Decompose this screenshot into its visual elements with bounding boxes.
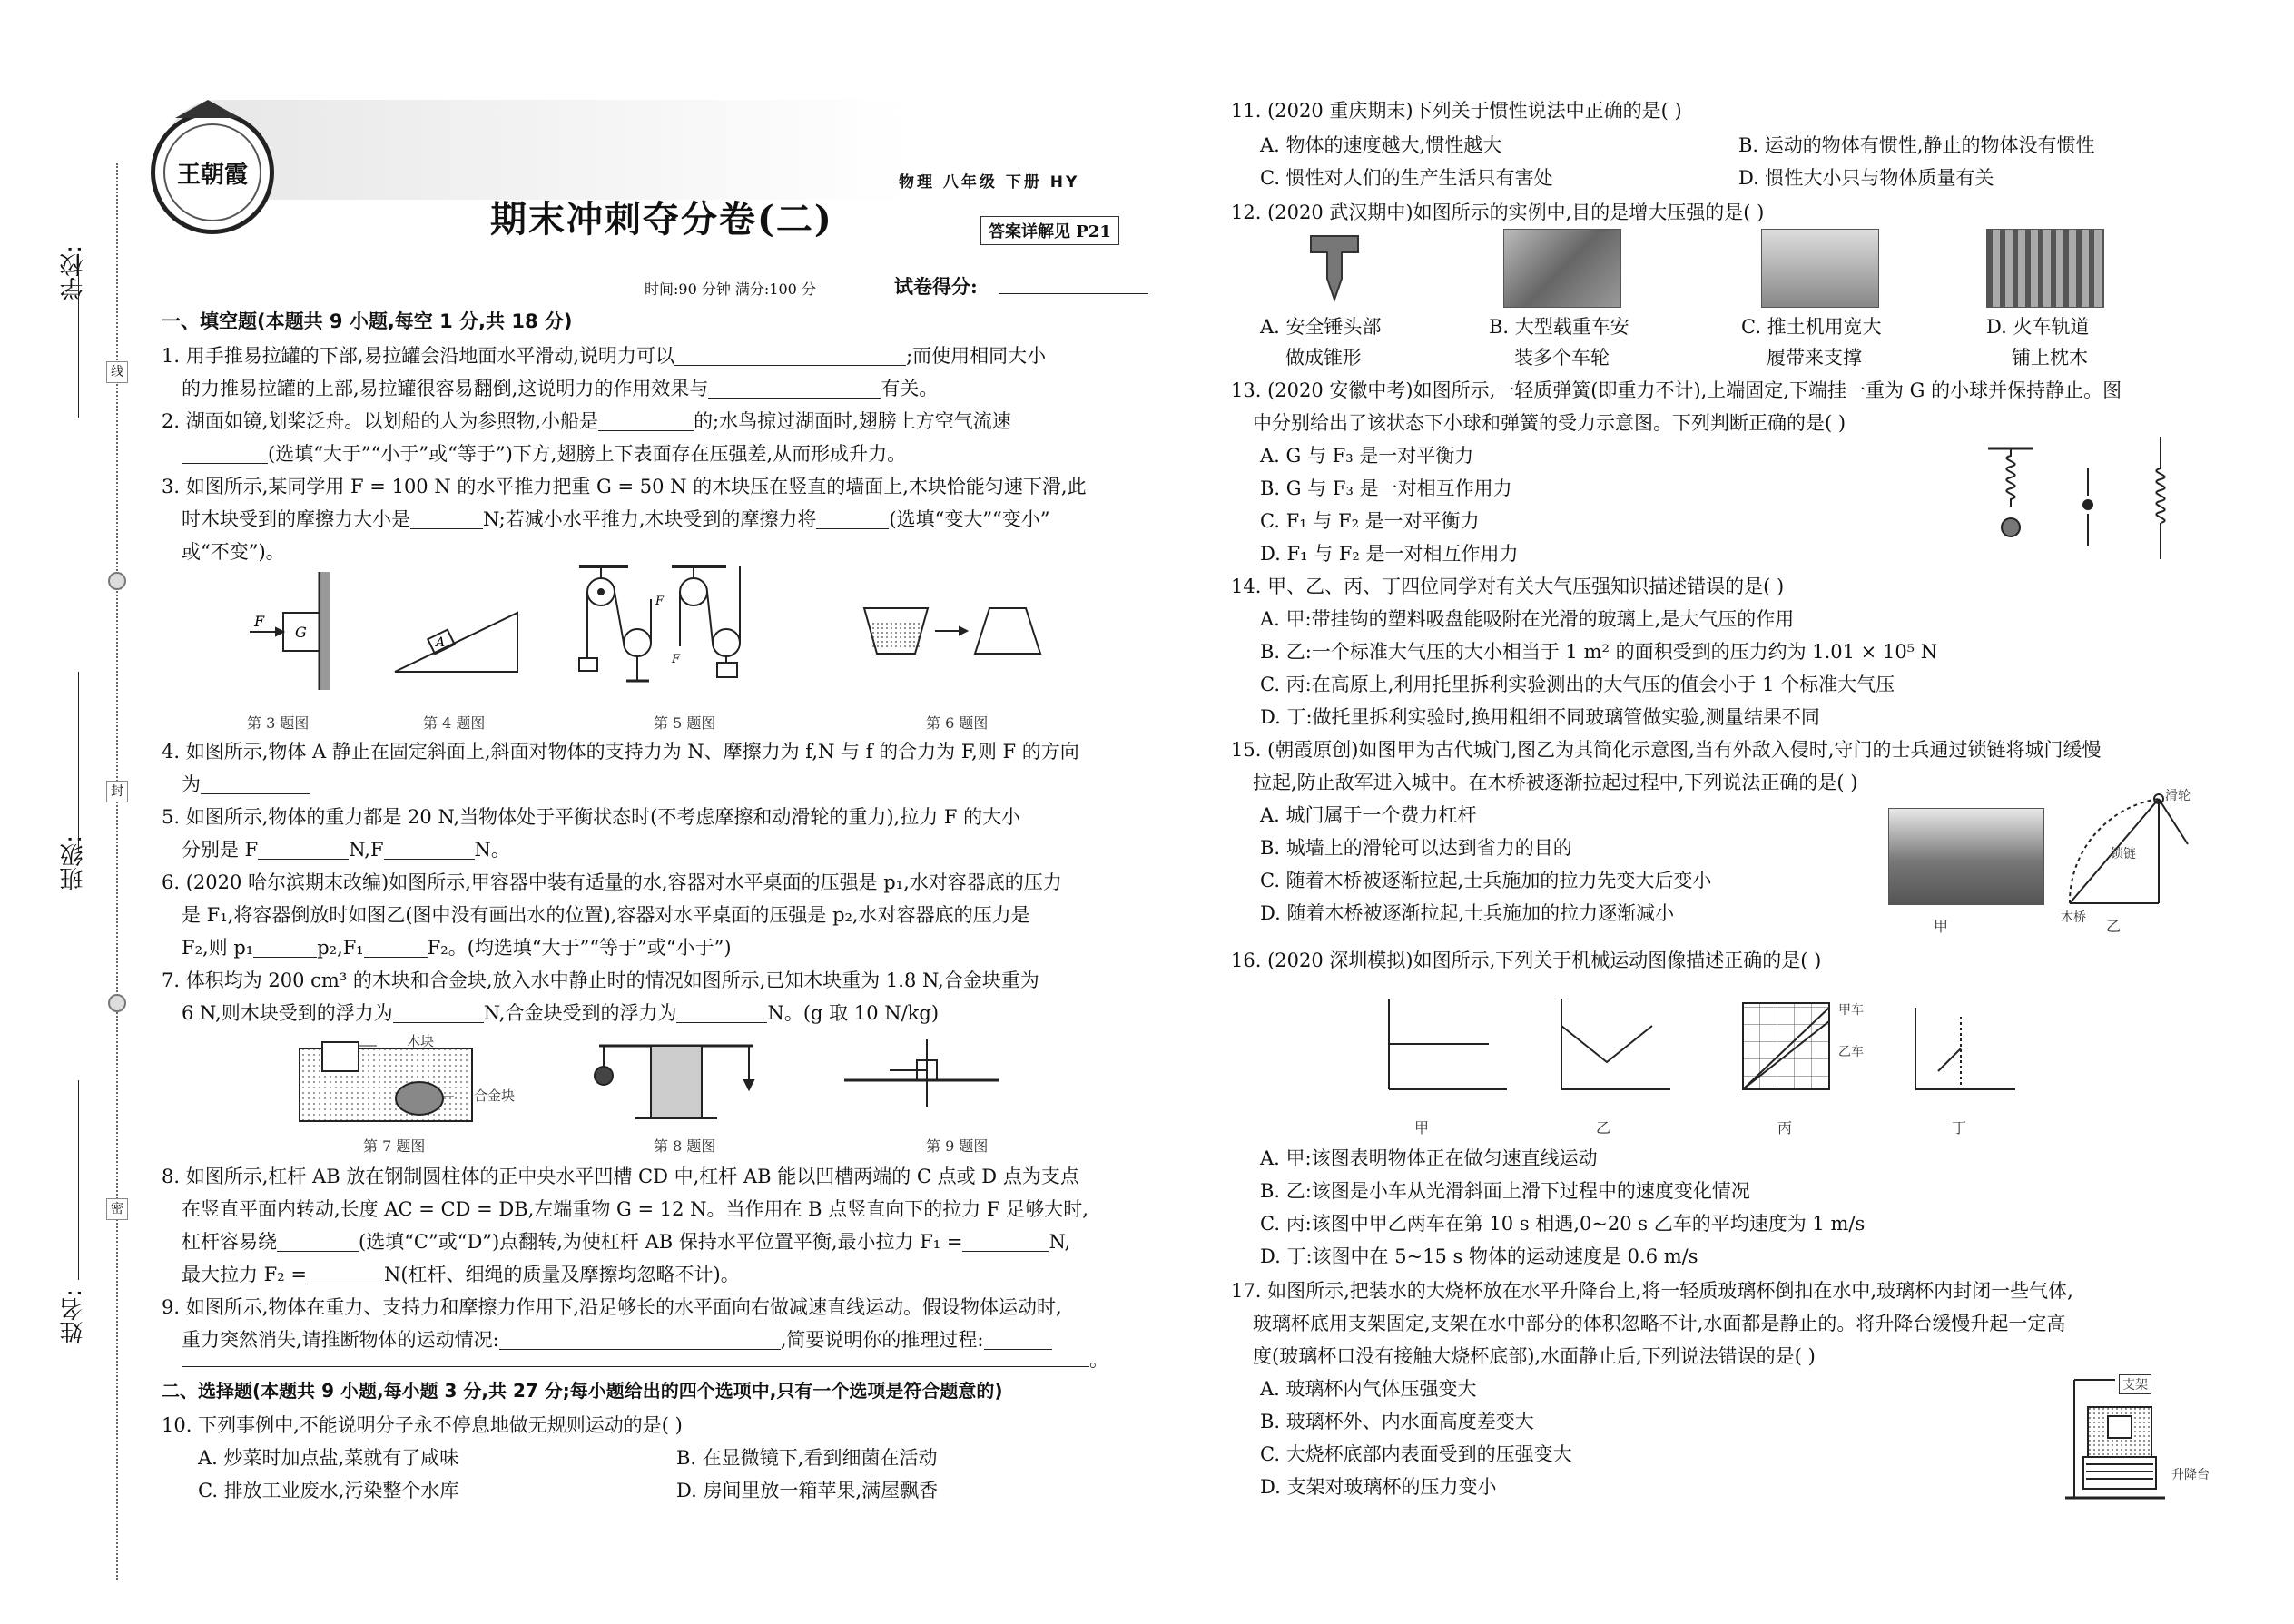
q3-line3: 或“不变”)。 [182,541,285,563]
q3-line1: 3. 如图所示,某同学用 F = 100 N 的水平推力把重 G = 50 N 的木块压在竖直的墙面上,木块恰能匀速下滑,此 [162,476,1087,497]
q11-opt-d[interactable]: D. 惯性大小只与物体质量有关 [1738,167,1994,189]
q10-opt-a[interactable]: A. 炒菜时加点盐,菜就有了咸味 [198,1447,459,1469]
q1-blank1[interactable] [674,345,906,366]
q14-opt-b[interactable]: B. 乙:一个标准大气压的大小相当于 1 m² 的面积受到的压力约为 1.01 × 10⁵ N [1260,641,1938,663]
q1-line1: 1. 用手推易拉罐的下部,易拉罐会沿地面水平滑动,说明力可以 ;而使用相同大小 [162,345,1047,367]
section1-heading: 一、填空题(本题共 9 小题,每空 1 分,共 18 分) [162,310,573,332]
q16-stem: 16. (2020 深圳模拟)如图所示,下列关于机械运动图像描述正确的是( ) [1231,950,1822,971]
answer-ref: 答案详解见 P21 [980,216,1119,245]
q5-blank2[interactable] [384,839,475,860]
fig16-ding: 丁 [1952,1119,1967,1137]
q10-opt-d[interactable]: D. 房间里放一箱苹果,满屋飘香 [676,1480,939,1501]
q10-stem: 10. 下列事例中,不能说明分子永不停息地做无规则运动的是( ) [162,1414,683,1436]
q15-line2: 拉起,防止敌军进入城中。在木桥被逐渐拉起过程中,下列说法正确的是( ) [1253,772,1858,793]
q13-line1: 13. (2020 安徽中考)如图所示,一轻质弹簧(即重力不计),上端固定,下端挂一重为 G 的小球并保持静止。图 [1231,379,2122,401]
q2-line1: 2. 湖面如镜,划桨泛舟。以划船的人为参照物,小船是 的;水鸟掠过湖面时,翅膀上方空气流速 [162,410,1011,432]
q17-opt-b[interactable]: B. 玻璃杯外、内水面高度差变大 [1260,1411,1534,1432]
time-info: 时间:90 分钟 满分:100 分 [645,281,816,298]
q7-blank1[interactable] [393,1002,484,1023]
q10-opt-c[interactable]: C. 排放工业废水,污染整个水库 [198,1480,459,1501]
score-field[interactable] [999,293,1148,294]
fig16-bing: 丙 [1777,1119,1793,1137]
score-label: 试卷得分: [894,275,978,298]
q13-line2: 中分别给出了该状态下小球和弹簧的受力示意图。下列判断正确的是( ) [1253,412,1846,434]
q2-line2: (选填“大于”“小于”或“等于”)下方,翅膀上下表面存在压强差,从而形成升力。 [182,438,906,470]
lift-platform-diagram [2061,1371,2170,1507]
q11-opt-b[interactable]: B. 运动的物体有惯性,静止的物体没有惯性 [1738,134,2095,156]
q12-stem: 12. (2020 武汉期中)如图所示的实例中,目的是增大压强的是( ) [1231,202,1765,223]
q8-line1: 8. 如图所示,杠杆 AB 放在钢制圆柱体的正中央水平凹槽 CD 中,杠杆 AB 能以凹槽两端的 C 点或 D 点为支点 [162,1166,1079,1187]
fig16-jia: 甲 [1414,1119,1430,1137]
q4-line2: 为 [182,768,310,801]
cap4: 第 4 题图 [423,714,486,732]
fig5-pulleys [579,566,740,681]
rail-track-image [1986,229,2104,308]
svg-text:F: F [655,595,665,608]
motion-graphs [1380,989,2088,1107]
q15-line1: 15. (朝霞原创)如图甲为古代城门,图乙为其简化示意图,当有外敌入侵时,守门的士兵通过锁链将城门缓慢 [1231,739,2102,761]
q6-line2: 是 F₁,将容器倒放时如图乙(图中没有画出水的位置),容器对水平桌面的压强是 p₂,水对容器底的压力是 [182,904,1030,926]
q6-line3: F₂,则 p₁ p₂,F₁ F₂。(均选填“大于”“等于”或“小于”) [182,937,732,959]
q15-opt-c[interactable]: C. 随着木桥被逐渐拉起,士兵施加的拉力先变大后变小 [1260,870,1712,891]
crown-icon [175,100,241,118]
q2-blank1[interactable] [598,410,694,431]
q12-opt-c[interactable]: C. 推土机用宽大 [1741,316,1882,338]
svg-text:G: G [295,624,307,641]
cap6: 第 6 题图 [926,714,989,732]
q5-line1: 5. 如图所示,物体的重力都是 20 N,当物体处于平衡状态时(不考虑摩擦和动滑轮的重力),拉力 F 的大小 [162,806,1021,828]
q14-opt-c[interactable]: C. 丙:在高原上,利用托里拆利实验测出的大气压的值会小于 1 个标准大气压 [1260,674,1895,695]
binding-hole-icon [108,994,126,1012]
q14-stem: 14. 甲、乙、丙、丁四位同学对有关大气压强知识描述错误的是( ) [1231,576,1785,597]
q7-blank2[interactable] [676,1002,767,1023]
fig15-yi: 乙 [2106,918,2122,935]
q17-line3: 度(玻璃杯口没有接触大烧杯底部),水面静止后,下列说法错误的是( ) [1253,1345,1816,1367]
name-label: 姓名: [60,1289,87,1344]
class-label: 班级: [60,835,87,891]
q12-opt-a-2: 做成锥形 [1285,347,1362,369]
fig15-bridge: 木桥 [2061,910,2086,925]
safety-hammer-image [1298,229,1371,306]
q5-line2: 分别是 F N,F N。 [182,839,510,861]
name-field[interactable] [78,1080,79,1280]
q17-opt-c[interactable]: C. 大烧杯底部内表面受到的压强变大 [1260,1443,1572,1465]
fig15-chain: 锁链 [2111,847,2136,861]
q12-opt-b-2: 装多个车轮 [1514,347,1610,369]
class-field[interactable] [78,672,79,853]
fig7-wood-label: 木块 [407,1033,435,1049]
q1-blank2[interactable] [708,378,881,399]
q17-line1: 17. 如图所示,把装水的大烧杯放在水平升降台上,将一轻质玻璃杯倒扣在水中,玻璃杯内封闭一些气体, [1231,1280,2073,1302]
fig7-alloy-label: 合金块 [474,1088,516,1104]
q1-line2: 的力推易拉罐的上部,易拉罐很容易翻倒,这说明力的作用效果与 有关。 [182,378,939,399]
q8-line4: 最大拉力 F₂ = N(杠杆、细绳的质量及摩擦均忽略不计)。 [182,1264,740,1285]
binding-hole-icon [108,572,126,590]
q8-line2: 在竖直平面内转动,长度 AC = CD = DB,左端重物 G = 12 N。当作用在 B 点竖直向下的拉力 F 足够大时, [182,1198,1088,1220]
fig15-jia: 甲 [1934,918,1949,935]
spring-force-diagram [1970,432,2188,577]
fig4-incline [395,613,517,672]
publisher-logo [151,111,274,234]
q9-end: 。 [1089,1349,1108,1371]
q15-opt-b[interactable]: B. 城墙上的滑轮可以达到省力的目的 [1260,837,1572,859]
q9-blank2[interactable] [984,1329,1052,1350]
q16-opt-c[interactable]: C. 丙:该图中甲乙两车在第 10 s 相遇,0~20 s 乙车的平均速度为 1 m/s [1260,1213,1866,1235]
cap3: 第 3 题图 [247,714,310,732]
section2-heading: 二、选择题(本题共 9 小题,每小题 3 分,共 27 分;每小题给出的四个选项中,只有一个选项是符合题意的) [162,1380,1003,1402]
cap8: 第 8 题图 [654,1137,716,1155]
q9-blank3[interactable] [182,1366,1089,1367]
q17-opt-d[interactable]: D. 支架对玻璃杯的压力变小 [1260,1476,1497,1498]
logo-text: 王朝霞 [163,123,261,221]
header-banner [163,100,908,200]
fig7-tank [300,1042,472,1121]
q7-line1: 7. 体积均为 200 cm³ 的木块和合金块,放入水中静止时的情况如图所示,已知木块重为 1.8 N,合金块重为 [162,969,1039,991]
fig16-yi: 乙 [1596,1119,1611,1137]
cap9: 第 9 题图 [926,1137,989,1155]
q10-opt-b[interactable]: B. 在显微镜下,看到细菌在活动 [676,1447,938,1469]
q15-opt-d[interactable]: D. 随着木桥被逐渐拉起,士兵施加的拉力逐渐减小 [1260,902,1675,924]
q3-blank1[interactable] [410,508,483,529]
q13-opt-b[interactable]: B. G 与 F₃ 是一对相互作用力 [1260,477,1512,499]
seal-mark-seal: 封 [106,781,128,802]
q8-blank1[interactable] [277,1231,359,1252]
svg-text:F: F [672,653,681,666]
fig3-wall-block [250,572,330,690]
cap5: 第 5 题图 [654,714,716,732]
q4-line1: 4. 如图所示,物体 A 静止在固定斜面上,斜面对物体的支持力为 N、摩擦力为 f,N 与 f 的合力为 F,则 F 的方向 [162,741,1079,763]
q15-opt-a[interactable]: A. 城门属于一个费力杠杆 [1260,804,1477,826]
q2-blank2[interactable] [182,443,268,464]
q12-opt-c-2: 履带来支撑 [1767,347,1862,369]
q8-line3: 杠杆容易绕 (选填“C”或“D”)点翻转,为使杠杆 AB 保持水平位置平衡,最小拉力 F₁ = N, [182,1231,1071,1253]
q13-opt-d[interactable]: D. F₁ 与 F₂ 是一对相互作用力 [1260,543,1519,565]
q16-opt-a[interactable]: A. 甲:该图表明物体正在做匀速直线运动 [1260,1147,1598,1169]
q14-opt-a[interactable]: A. 甲:带挂钩的塑料吸盘能吸附在光滑的玻璃上,是大气压的作用 [1260,608,1795,630]
subject-tags: 物理 八年级 下册 HY [899,173,1080,192]
q13-opt-c[interactable]: C. F₁ 与 F₂ 是一对平衡力 [1260,510,1480,532]
svg-text:A: A [436,635,446,650]
seal-mark-close: 密 [106,1198,128,1220]
q7-line2: 6 N,则木块受到的浮力为 N,合金块受到的浮力为 N。(g 取 10 N/kg) [182,1002,940,1024]
fig16-car-yi: 乙车 [1838,1045,1864,1059]
q9-blank1[interactable] [499,1329,781,1350]
q4-blank[interactable] [201,773,310,794]
figures-row-1 [245,563,1153,708]
fig17-stand: 支架 [2119,1374,2151,1394]
q16-opt-b[interactable]: B. 乙:该图是小车从光滑斜面上滑下过程中的速度变化情况 [1260,1180,1750,1202]
q12-opt-b[interactable]: B. 大型载重车安 [1489,316,1629,338]
q6-blank2[interactable] [364,937,428,958]
bulldozer-image [1761,229,1879,308]
q3-blank2[interactable] [816,508,889,529]
q11-opt-c[interactable]: C. 惯性对人们的生产生活只有害处 [1260,167,1553,189]
q9-line1: 9. 如图所示,物体在重力、支持力和摩擦力作用下,沿足够长的水平面向右做减速直线运动。假设物体运动时, [162,1296,1062,1318]
q11-opt-a[interactable]: A. 物体的速度越大,惯性越大 [1260,134,1502,156]
cap7: 第 7 题图 [363,1137,426,1155]
page-title: 期末冲刺夺分卷(二) [490,198,833,241]
q8-blank3[interactable] [307,1264,384,1284]
truck-image [1503,229,1621,308]
svg-text:F: F [254,613,265,630]
q12-opt-d-2: 铺上枕木 [2012,347,2088,369]
q12-opt-d[interactable]: D. 火车轨道 [1986,316,2090,338]
school-field[interactable] [78,254,79,418]
q14-opt-d[interactable]: D. 丁:做托里拆利实验时,换用粗细不同玻璃管做实验,测量结果不同 [1260,706,1820,728]
fig6-containers [864,608,1040,654]
fig16-car-jia: 甲车 [1838,1003,1864,1018]
q8-blank2[interactable] [962,1231,1049,1252]
q6-blank1[interactable] [253,937,317,958]
q17-opt-a[interactable]: A. 玻璃杯内气体压强变大 [1260,1378,1477,1400]
seal-mark-line: 线 [106,361,128,383]
q5-blank1[interactable] [258,839,349,860]
q12-opt-a[interactable]: A. 安全锤头部 [1260,316,1382,338]
figures-row-2 [290,1026,1017,1126]
fig8-lever [595,1046,753,1118]
q17-line2: 玻璃杯底用支架固定,支架在水中部分的体积忽略不计,水面都是静止的。将升降台缓慢升起一定高 [1253,1313,2066,1334]
q16-opt-d[interactable]: D. 丁:该图中在 5~15 s 物体的运动速度是 0.6 m/s [1260,1245,1698,1267]
school-label: 学校: [60,245,87,300]
q3-line2: 时木块受到的摩擦力大小是 N;若减小水平推力,木块受到的摩擦力将 (选填“变大”“变小” [182,508,1050,530]
q9-line2: 重力突然消失,请推断物体的运动情况: ,简要说明你的推理过程: [182,1324,1052,1356]
q6-line1: 6. (2020 哈尔滨期末改编)如图所示,甲容器中装有适量的水,容器对水平桌面的压强是 p₁,水对容器底的压力 [162,871,1062,893]
fig17-lift: 升降台 [2171,1468,2210,1482]
q11-stem: 11. (2020 重庆期末)下列关于惯性说法中正确的是( ) [1231,100,1682,122]
q13-opt-a[interactable]: A. G 与 F₃ 是一对平衡力 [1260,445,1474,467]
fig9-block [844,1039,999,1107]
fig15-pulley: 滑轮 [2165,789,2191,803]
city-gate-photo [1888,808,2044,905]
